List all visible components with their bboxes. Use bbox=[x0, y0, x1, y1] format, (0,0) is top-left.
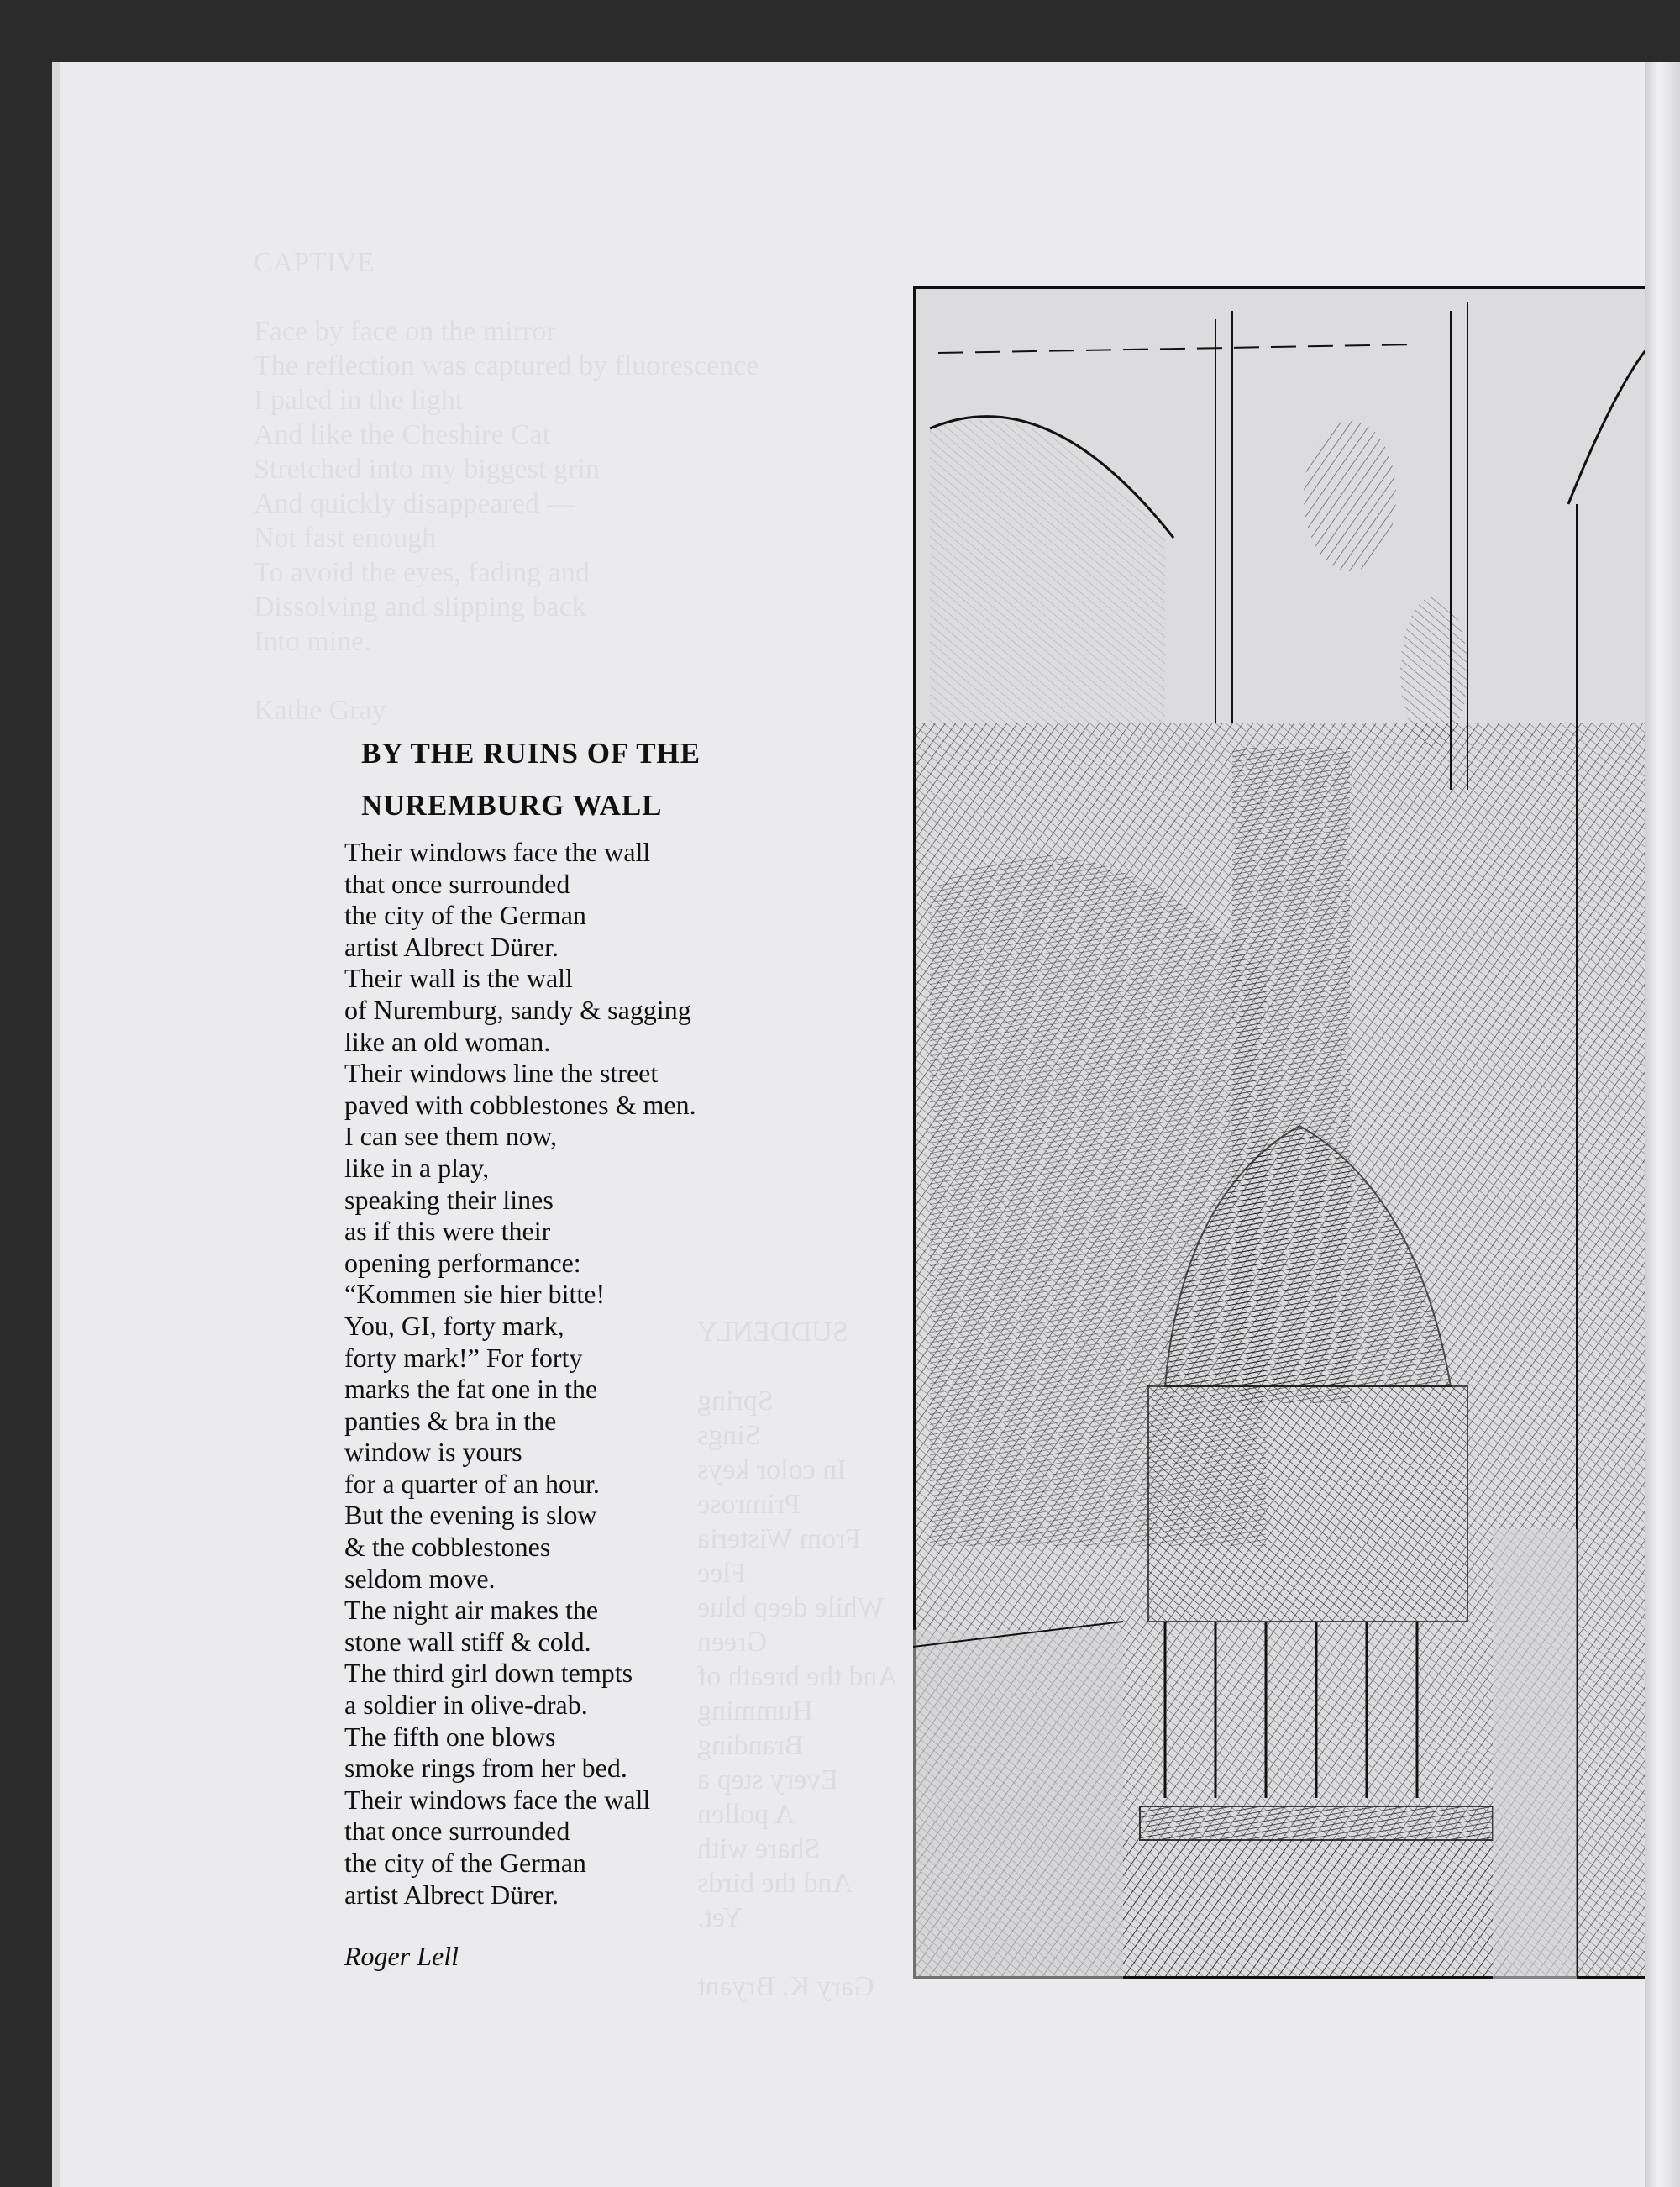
poem-line: as if this were their bbox=[344, 1216, 551, 1247]
poem-line: Their windows face the wall bbox=[344, 837, 651, 867]
poem-line: that once surrounded bbox=[344, 1816, 570, 1847]
poem-line: paved with cobblestones & men. bbox=[344, 1089, 696, 1120]
bleed-through-text-right: SUDDENLY Spring Sings In color keys Primrose From Wisteria Flee While deep blue Green And the breath of Humming Branding Every step a A pollen Share with And the birds Yet. Gary K. Bryant bbox=[697, 1317, 898, 2002]
poem-line: like in a play, bbox=[344, 1152, 490, 1183]
poem-line: that once surrounded bbox=[344, 868, 570, 899]
poem-line: the city of the German bbox=[344, 1848, 586, 1878]
poem-line: for a quarter of an hour. bbox=[344, 1468, 600, 1499]
poem-line: panties & bra in the bbox=[344, 1405, 557, 1436]
poem-title bbox=[361, 728, 701, 832]
poem-author: Roger Lell bbox=[344, 1941, 459, 1971]
poem-line: the city of the German bbox=[344, 900, 586, 931]
poem-line: seldom move. bbox=[344, 1563, 496, 1594]
poem-line: The fifth one blows bbox=[344, 1721, 556, 1752]
poem-line: But the evening is slow bbox=[344, 1500, 597, 1531]
bleed-through-text-left: CAPTIVE Face by face on the mirror The reflection was captured by fluorescence I paled in the light And like the Cheshire Cat Stretched into my biggest grin And quickly disappeared — Not fast enough To avoid the eyes, fading and Dissolving and slipping back Into mine. Kathe Gray bbox=[254, 247, 759, 726]
poem-line: Their windows face the wall bbox=[344, 1784, 651, 1815]
cathedral-ink-drawing bbox=[913, 286, 1680, 1979]
poem-line: “Kommen sie hier bitte! bbox=[344, 1279, 606, 1310]
poem-line: window is yours bbox=[344, 1437, 522, 1468]
poem-body bbox=[344, 837, 696, 1911]
poem-line: Their wall is the wall bbox=[344, 963, 573, 994]
poem-line: speaking their lines bbox=[344, 1184, 554, 1215]
poem-line: You, GI, forty mark, bbox=[344, 1310, 564, 1341]
poem-line: artist Albrect Dürer. bbox=[344, 931, 559, 962]
poem-line: smoke rings from her bed. bbox=[344, 1753, 627, 1784]
poem-line: opening performance: bbox=[344, 1247, 581, 1278]
poem-line: Their windows line the street bbox=[344, 1058, 659, 1089]
page-spine bbox=[1645, 62, 1680, 2187]
poem-line: & the cobblestones bbox=[344, 1532, 551, 1563]
poem-line: The night air makes the bbox=[344, 1595, 599, 1626]
poem-line: a soldier in olive-drab. bbox=[344, 1690, 588, 1721]
page-edge bbox=[52, 62, 60, 2187]
poem-line: marks the fat one in the bbox=[344, 1374, 598, 1405]
poem-line: of Nuremburg, sandy & sagging bbox=[344, 994, 691, 1025]
poem-line: I can see them now, bbox=[344, 1121, 557, 1152]
poem-line: stone wall stiff & cold. bbox=[344, 1626, 591, 1657]
poem-line: The third girl down tempts bbox=[344, 1658, 633, 1689]
poem-title-line-2: NUREMBURG WALL bbox=[361, 789, 663, 822]
poem-line: artist Albrect Dürer. bbox=[344, 1879, 559, 1910]
poem-line: forty mark!” For forty bbox=[344, 1342, 583, 1373]
poem-title-line-1: BY THE RUINS OF THE bbox=[361, 737, 701, 770]
poem-line: like an old woman. bbox=[344, 1026, 551, 1057]
